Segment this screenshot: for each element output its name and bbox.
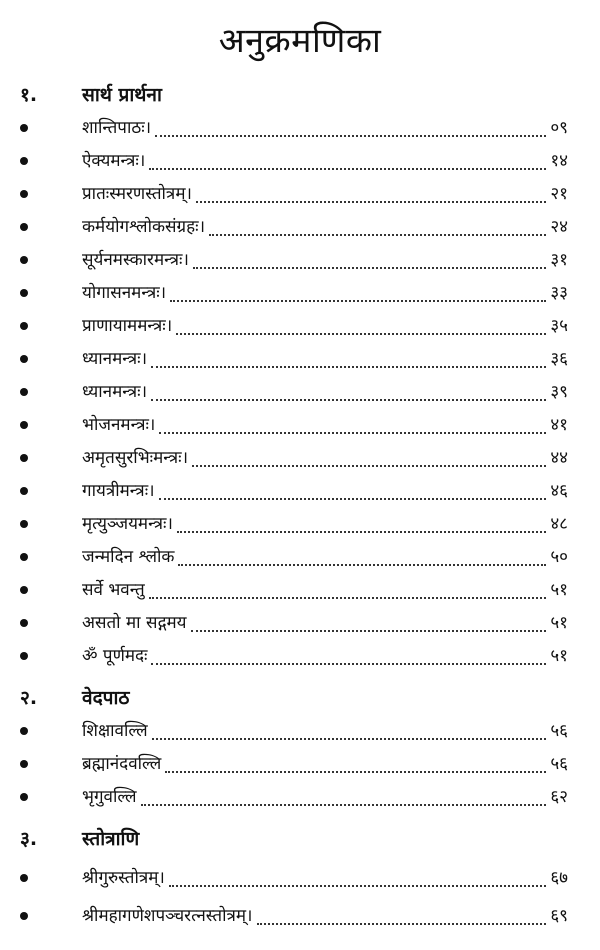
- bullet-icon: [20, 124, 28, 132]
- toc-entry: [0, 377, 600, 407]
- toc-entry: [0, 344, 600, 374]
- dot-leader: [196, 200, 546, 203]
- bullet-icon: [20, 874, 28, 882]
- toc-entry: [0, 509, 600, 539]
- entry-title: शान्तिपाठः।: [82, 118, 152, 138]
- dot-leader: [177, 530, 546, 533]
- entry-title: ध्यानमन्त्रः।: [82, 349, 148, 369]
- bullet-icon: [20, 727, 28, 735]
- entry-page-number: ३१: [550, 250, 568, 270]
- dot-leader: [155, 134, 546, 137]
- toc-entry: [0, 782, 600, 812]
- dot-leader: [149, 167, 546, 170]
- dot-leader: [193, 266, 546, 269]
- dot-leader: [151, 365, 546, 368]
- bullet-icon: [20, 322, 28, 330]
- entry-page-number: ४८: [550, 514, 568, 534]
- dot-leader: [170, 299, 546, 302]
- toc-entry: [0, 212, 600, 242]
- entry-page-number: २४: [550, 217, 568, 237]
- bullet-icon: [20, 652, 28, 660]
- toc-entry: [0, 245, 600, 275]
- bullet-icon: [20, 619, 28, 627]
- section-number: ३.: [20, 828, 38, 850]
- entry-page-number: ३६: [550, 349, 568, 369]
- dot-leader: [169, 884, 546, 887]
- section-title: स्तोत्राणि: [82, 828, 140, 850]
- entry-page-number: ३५: [550, 316, 568, 336]
- toc-entry: [0, 608, 600, 638]
- page-title: अनुक्रमणिका: [218, 21, 382, 61]
- bullet-icon: [20, 388, 28, 396]
- dot-leader: [159, 431, 546, 434]
- bullet-icon: [20, 421, 28, 429]
- entry-title: अमृतसुरभिःमन्त्रः।: [82, 448, 189, 468]
- entry-title: भोजनमन्त्रः।: [82, 415, 156, 435]
- bullet-icon: [20, 586, 28, 594]
- dot-leader: [257, 922, 547, 925]
- entry-title: जन्मदिन श्लोक: [82, 547, 175, 567]
- section-header: [0, 683, 600, 713]
- toc-entry: [0, 113, 600, 143]
- section-number: २.: [20, 687, 38, 709]
- entry-title: योगासनमन्त्रः।: [82, 283, 167, 303]
- entry-page-number: ३३: [550, 283, 568, 303]
- entry-title: श्रीमहागणेशपञ्चरत्नस्तोत्रम्।: [82, 906, 253, 926]
- entry-page-number: ६७: [550, 868, 568, 888]
- bullet-icon: [20, 520, 28, 528]
- entry-title: ॐ पूर्णमदः: [82, 646, 148, 666]
- entry-page-number: ५१: [550, 613, 568, 633]
- bullet-icon: [20, 487, 28, 495]
- toc-entry: [0, 542, 600, 572]
- bullet-icon: [20, 256, 28, 264]
- bullet-icon: [20, 355, 28, 363]
- bullet-icon: [20, 793, 28, 801]
- entry-page-number: ४४: [550, 448, 568, 468]
- dot-leader: [152, 737, 547, 740]
- entry-page-number: ३९: [550, 382, 568, 402]
- bullet-icon: [20, 289, 28, 297]
- bullet-icon: [20, 223, 28, 231]
- entry-page-number: ६२: [550, 787, 568, 807]
- bullet-icon: [20, 760, 28, 768]
- dot-leader: [159, 497, 547, 500]
- dot-leader: [149, 596, 547, 599]
- entry-page-number: ५१: [550, 646, 568, 666]
- bullet-icon: [20, 912, 28, 920]
- entry-title: प्रातःस्मरणस्तोत्रम्।: [82, 184, 192, 204]
- toc-entry: [0, 278, 600, 308]
- toc-entry: [0, 641, 600, 671]
- entry-title: ब्रह्मानंदवल्लि: [82, 754, 162, 774]
- section-header: [0, 80, 600, 110]
- entry-page-number: ४६: [550, 481, 568, 501]
- entry-title: सर्वे भवन्तु: [82, 580, 145, 600]
- bullet-icon: [20, 157, 28, 165]
- toc-entry: [0, 311, 600, 341]
- toc-entry: [0, 901, 600, 931]
- toc-entry: [0, 716, 600, 746]
- dot-leader: [192, 464, 546, 467]
- entry-title: प्राणायाममन्त्रः।: [82, 316, 173, 336]
- entry-page-number: ५६: [550, 754, 568, 774]
- toc-entry: [0, 146, 600, 176]
- bullet-icon: [20, 553, 28, 561]
- toc-entry: [0, 749, 600, 779]
- dot-leader: [151, 662, 546, 665]
- dot-leader: [151, 398, 546, 401]
- dot-leader: [165, 770, 546, 773]
- section-title: वेदपाठ: [82, 687, 130, 709]
- bullet-icon: [20, 190, 28, 198]
- entry-page-number: ४१: [550, 415, 568, 435]
- bullet-icon: [20, 454, 28, 462]
- section-number: १.: [20, 84, 38, 106]
- entry-page-number: ०९: [550, 118, 568, 138]
- toc-entry: [0, 179, 600, 209]
- entry-title: कर्मयोगश्लोकसंग्रहः।: [82, 217, 206, 237]
- dot-leader: [191, 629, 547, 632]
- entry-title: ऐक्यमन्त्रः।: [82, 151, 146, 171]
- entry-title: भृगुवल्लि: [82, 787, 137, 807]
- entry-page-number: ५६: [550, 721, 568, 741]
- toc-entry: [0, 575, 600, 605]
- section-header: [0, 824, 600, 854]
- entry-title: मृत्युञ्जयमन्त्रः।: [82, 514, 173, 534]
- dot-leader: [176, 332, 546, 335]
- entry-title: सूर्यनमस्कारमन्त्रः।: [82, 250, 189, 270]
- toc-entry: [0, 476, 600, 506]
- entry-title: गायत्रीमन्त्रः।: [82, 481, 155, 501]
- entry-title: श्रीगुरुस्तोत्रम्।: [82, 868, 165, 888]
- section-title: सार्थ प्रार्थना: [82, 84, 162, 106]
- toc-entry: [0, 443, 600, 473]
- entry-page-number: ५१: [550, 580, 568, 600]
- entry-page-number: २१: [550, 184, 568, 204]
- dot-leader: [141, 803, 547, 806]
- entry-title: शिक्षावल्लि: [82, 721, 148, 741]
- entry-page-number: ६९: [550, 906, 568, 926]
- entry-page-number: ५०: [550, 547, 568, 567]
- entry-page-number: १४: [550, 151, 568, 171]
- toc-entry: [0, 410, 600, 440]
- dot-leader: [178, 563, 546, 566]
- entry-title: असतो मा सद्गमय: [82, 613, 187, 633]
- toc-entry: [0, 863, 600, 893]
- dot-leader: [209, 233, 546, 236]
- entry-title: ध्यानमन्त्रः।: [82, 382, 148, 402]
